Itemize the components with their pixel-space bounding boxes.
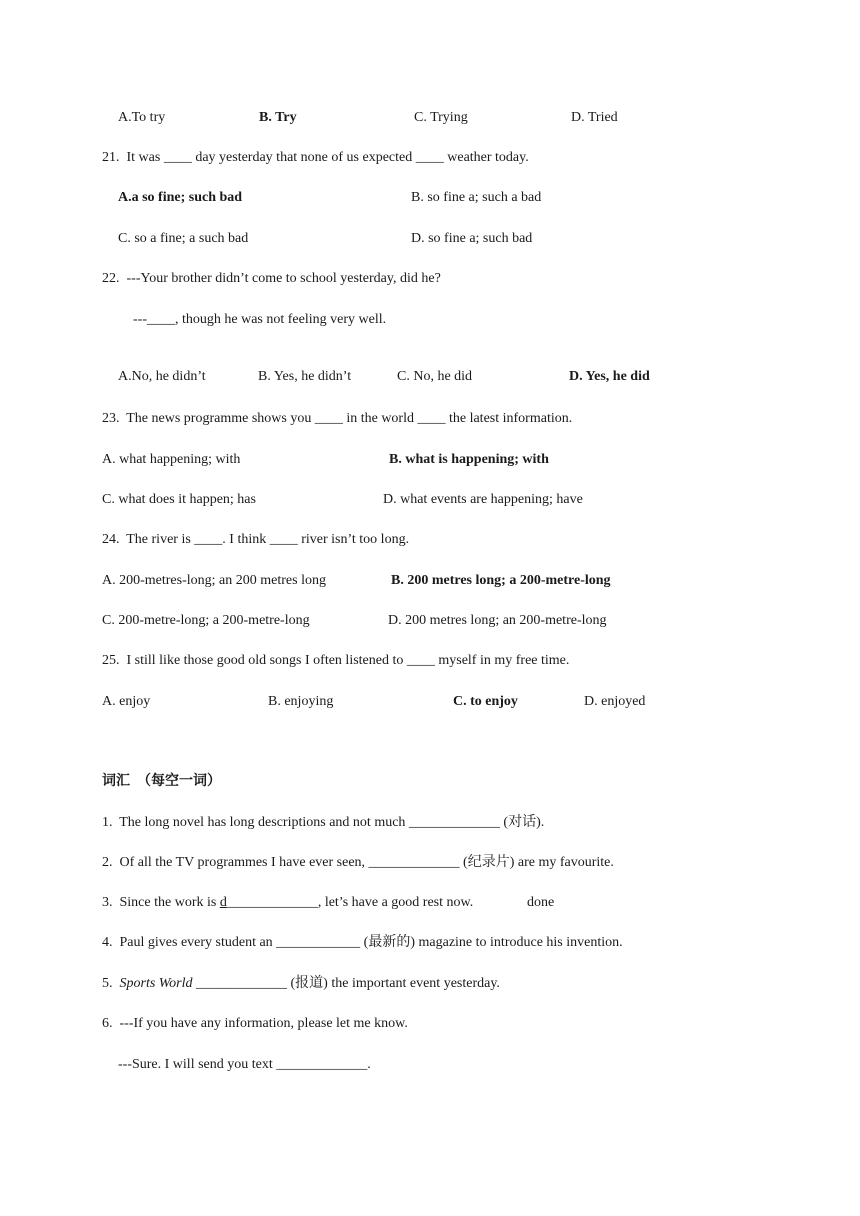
q24-option-c: C. 200-metre-long; a 200-metre-long (102, 613, 310, 628)
vocab-item-4: 4. Paul gives every student an ____________ (最新的) magazine to introduce his invention. (102, 935, 623, 950)
q22-option-b: B. Yes, he didn’t (258, 369, 352, 384)
q20-option-d: D. Tried (571, 110, 618, 125)
vocab-item-5-magazine-title: Sports World (119, 976, 193, 991)
vocab-item-2: 2. Of all the TV programmes I have ever seen, _____________ (纪录片) are my favourite. (102, 855, 614, 870)
q24-option-d: D. 200 metres long; an 200-metre-long (388, 613, 607, 628)
q21-option-a: A.a so fine; such bad (118, 190, 243, 205)
vocab-item-6: 6. ---If you have any information, please let me know. (102, 1016, 408, 1031)
q25-option-a: A. enjoy (102, 694, 151, 709)
q25-stem: 25. I still like those good old songs I often listened to ____ myself in my free time. (102, 653, 570, 668)
q23-stem: 23. The news programme shows you ____ in the world ____ the latest information. (102, 411, 573, 426)
vocab-item-6-reply: ---Sure. I will send you text _____________. (118, 1057, 371, 1072)
q22-reply: ---____, though he was not feeling very well. (133, 312, 387, 327)
q23-option-a: A. what happening; with (102, 452, 241, 467)
q21-option-b: B. so fine a; such a bad (411, 190, 542, 205)
vocab-item-3 (102, 894, 473, 912)
q24-stem: 24. The river is ____. I think ____ river isn’t too long. (102, 532, 410, 547)
q22-option-a: A.No, he didn’t (118, 369, 206, 384)
q25-option-d: D. enjoyed (584, 694, 646, 709)
vocab-item-1: 1. The long novel has long descriptions and not much _____________ (对话). (102, 815, 545, 830)
vocab-item-5-pre: 5. (102, 976, 120, 991)
q20-option-a: A.To try (118, 110, 166, 125)
q22-option-d: D. Yes, he did (569, 369, 650, 384)
vocab-item-3-hint-letter: d (219, 895, 227, 910)
vocab-heading: 词汇 （每空一词） (102, 774, 221, 789)
q20-option-b: B. Try (259, 110, 297, 125)
vocab-item-5-post: _____________ (报道) the important event yesterday. (192, 976, 500, 991)
q21-option-d: D. so fine a; such bad (411, 231, 533, 246)
q22-option-c: C. No, he did (397, 369, 473, 384)
vocab-item-3-pre: 3. Since the work is (102, 895, 220, 910)
q23-option-c: C. what does it happen; has (102, 492, 256, 507)
q20-option-c: C. Trying (414, 110, 468, 125)
q24-option-a: A. 200-metres-long; an 200 metres long (102, 573, 326, 588)
q24-option-b: B. 200 metres long; a 200-metre-long (391, 573, 611, 588)
q23-option-d: D. what events are happening; have (383, 492, 583, 507)
q25-option-b: B. enjoying (268, 694, 334, 709)
q25-option-c: C. to enjoy (453, 694, 518, 709)
q21-stem: 21. It was ____ day yesterday that none of us expected ____ weather today. (102, 150, 529, 165)
q22-stem: 22. ---Your brother didn’t come to school yesterday, did he? (102, 271, 441, 286)
q23-option-b: B. what is happening; with (389, 452, 549, 467)
vocab-item-3-post: _____________, let’s have a good rest now. (226, 895, 474, 910)
q21-option-c: C. so a fine; a such bad (118, 231, 249, 246)
vocab-item-3-answer-note: done (527, 895, 555, 910)
vocab-item-5 (102, 975, 500, 993)
